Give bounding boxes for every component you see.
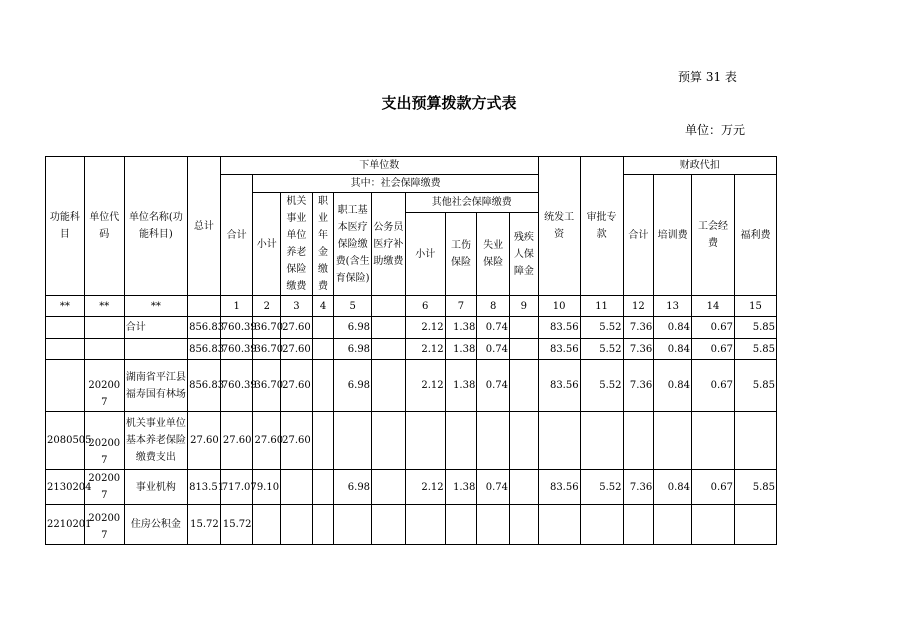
col-other-subtotal: 小计: [405, 213, 445, 296]
cell-c2: 36.70: [253, 360, 281, 412]
cell-c5b: [372, 505, 406, 545]
cell-code: 202007: [84, 360, 124, 412]
col-welfare: 福利费: [734, 175, 776, 296]
col-training: 培训费: [654, 175, 692, 296]
cell-c13: 0.84: [654, 339, 692, 360]
cell-c15: [734, 412, 776, 470]
cell-c5b: [372, 360, 406, 412]
cell-c10: [538, 505, 580, 545]
cell-c8: 0.74: [477, 339, 510, 360]
cell-c14: [692, 505, 735, 545]
cell-c5b: [372, 339, 406, 360]
cell-c1: 760.39: [220, 339, 253, 360]
cell-c2: [253, 505, 281, 545]
col-func-subject: 功能科目: [46, 157, 85, 296]
cell-c5: 6.98: [334, 360, 372, 412]
cell-c7: 1.38: [445, 360, 477, 412]
cell-total: 856.83: [188, 339, 221, 360]
index-cell: 12: [623, 296, 654, 317]
cell-c8: [477, 505, 510, 545]
cell-c14: 0.67: [692, 317, 735, 339]
col-lower-unit: 下单位数: [220, 157, 538, 175]
cell-c3: 27.60: [281, 339, 313, 360]
col-union: 工会经费: [692, 175, 735, 296]
col-finance-deduct: 财政代扣: [623, 157, 776, 175]
cell-func: 2210201: [46, 505, 85, 545]
cell-c12: 7.36: [623, 339, 654, 360]
index-cell: 13: [654, 296, 692, 317]
index-cell: **: [84, 296, 124, 317]
cell-c13: [654, 412, 692, 470]
cell-c4: [312, 317, 333, 339]
table-row: [46, 339, 777, 360]
cell-func: [46, 317, 85, 339]
cell-name: 事业机构: [124, 470, 187, 505]
cell-c6: 2.12: [405, 360, 445, 412]
cell-c12: 7.36: [623, 317, 654, 339]
cell-c14: 0.67: [692, 339, 735, 360]
index-cell: 14: [692, 296, 735, 317]
cell-c15: 5.85: [734, 470, 776, 505]
col-medical: 职工基本医疗保险缴费(含生育保险): [334, 193, 372, 296]
cell-c11: [580, 505, 623, 545]
index-cell: 4: [312, 296, 333, 317]
cell-c11: 5.52: [580, 317, 623, 339]
cell-c3: 27.60: [281, 360, 313, 412]
cell-func: [46, 339, 85, 360]
cell-c7: 1.38: [445, 470, 477, 505]
cell-c4: [312, 360, 333, 412]
col-unemployment: 失业保险: [477, 213, 510, 296]
cell-c15: 5.85: [734, 360, 776, 412]
cell-c11: [580, 412, 623, 470]
cell-func: 2130204: [46, 470, 85, 505]
form-number: 预算 31 表: [678, 70, 737, 84]
table-row: [46, 470, 777, 505]
unit-label: 单位：万元: [685, 123, 746, 137]
index-cell: 1: [220, 296, 253, 317]
cell-c5: [334, 505, 372, 545]
cell-c12: [623, 412, 654, 470]
col-pension: 机关事业单位养老保险缴费: [281, 193, 313, 296]
cell-c14: 0.67: [692, 470, 735, 505]
cell-c5: 6.98: [334, 470, 372, 505]
col-lower-total: 合计: [220, 175, 253, 296]
cell-c1: 760.39: [220, 317, 253, 339]
cell-name: 机关事业单位基本养老保险缴费支出: [124, 412, 187, 470]
cell-total: 813.51: [188, 470, 221, 505]
cell-c12: 7.36: [623, 360, 654, 412]
cell-c6: [405, 412, 445, 470]
col-social-security: 其中：社会保障缴费: [253, 175, 538, 193]
cell-total: 15.72: [188, 505, 221, 545]
cell-c13: 0.84: [654, 470, 692, 505]
cell-c9: [510, 317, 539, 339]
cell-total: 856.83: [188, 360, 221, 412]
cell-c5b: [372, 470, 406, 505]
cell-c4: [312, 505, 333, 545]
index-cell: 8: [477, 296, 510, 317]
cell-c11: 5.52: [580, 339, 623, 360]
page-title: 支出预算拨款方式表: [381, 94, 517, 112]
cell-c9: [510, 339, 539, 360]
cell-c4: [312, 412, 333, 470]
cell-c5b: [372, 412, 406, 470]
cell-c3: [281, 505, 313, 545]
cell-c6: 2.12: [405, 317, 445, 339]
cell-code: 202007: [84, 505, 124, 545]
cell-c5: [334, 412, 372, 470]
cell-c9: [510, 470, 539, 505]
col-total: 总计: [188, 157, 221, 296]
cell-c6: 2.12: [405, 470, 445, 505]
cell-c13: [654, 505, 692, 545]
cell-total: 856.83: [188, 317, 221, 339]
cell-c15: [734, 505, 776, 545]
cell-c10: 83.56: [538, 470, 580, 505]
cell-c5: 6.98: [334, 339, 372, 360]
cell-c7: [445, 412, 477, 470]
index-cell: **: [46, 296, 85, 317]
cell-c6: [405, 505, 445, 545]
cell-name: 住房公积金: [124, 505, 187, 545]
cell-c9: [510, 360, 539, 412]
cell-c11: 5.52: [580, 360, 623, 412]
cell-code: 202007: [84, 470, 124, 505]
cell-c14: 0.67: [692, 360, 735, 412]
cell-c10: [538, 412, 580, 470]
table-row: [46, 505, 777, 545]
cell-name: 湖南省平江县福寿国有林场: [124, 360, 187, 412]
cell-c13: 0.84: [654, 317, 692, 339]
col-unit-code: 单位代码: [84, 157, 124, 296]
cell-c1: 760.39: [220, 360, 253, 412]
cell-c8: [477, 412, 510, 470]
index-cell: 7: [445, 296, 477, 317]
cell-c11: 5.52: [580, 470, 623, 505]
table-row: [46, 360, 777, 412]
cell-c4: [312, 339, 333, 360]
index-cell: [188, 296, 221, 317]
cell-c2: 9.10: [253, 470, 281, 505]
cell-c3: 27.60: [281, 317, 313, 339]
col-ss-subtotal: 小计: [253, 193, 281, 296]
index-cell: 9: [510, 296, 539, 317]
cell-c6: 2.12: [405, 339, 445, 360]
cell-c15: 5.85: [734, 339, 776, 360]
cell-c9: [510, 412, 539, 470]
col-annuity: 职业年金缴费: [312, 193, 333, 296]
cell-c2: 27.60: [253, 412, 281, 470]
index-cell: **: [124, 296, 187, 317]
col-unified-wage: 统发工资: [538, 157, 580, 296]
cell-c5: 6.98: [334, 317, 372, 339]
cell-name: [124, 339, 187, 360]
cell-c12: [623, 505, 654, 545]
col-approved-funds: 审批专款: [580, 157, 623, 296]
index-cell: 15: [734, 296, 776, 317]
table-row: [46, 317, 777, 339]
col-injury: 工伤保险: [445, 213, 477, 296]
cell-c8: 0.74: [477, 360, 510, 412]
cell-func: [46, 360, 85, 412]
cell-code: [84, 317, 124, 339]
table-row: [46, 412, 777, 470]
index-cell: 11: [580, 296, 623, 317]
cell-code: [84, 339, 124, 360]
col-fd-total: 合计: [623, 175, 654, 296]
cell-c2: 36.70: [253, 339, 281, 360]
index-cell: 3: [281, 296, 313, 317]
index-cell: 6: [405, 296, 445, 317]
cell-c7: 1.38: [445, 339, 477, 360]
index-cell: 5: [334, 296, 372, 317]
cell-c3: 27.60: [281, 412, 313, 470]
index-cell: [372, 296, 406, 317]
cell-c8: 0.74: [477, 317, 510, 339]
cell-func: 2080505: [46, 412, 85, 470]
cell-c7: 1.38: [445, 317, 477, 339]
cell-c13: 0.84: [654, 360, 692, 412]
cell-c5b: [372, 317, 406, 339]
cell-c9: [510, 505, 539, 545]
cell-c2: 36.70: [253, 317, 281, 339]
budget-table: [45, 156, 777, 545]
cell-c1: 15.72: [220, 505, 253, 545]
cell-c10: 83.56: [538, 339, 580, 360]
cell-c1: 717.07: [220, 470, 253, 505]
col-unit-name: 单位名称(功能科目): [124, 157, 187, 296]
cell-c14: [692, 412, 735, 470]
col-disability: 残疾人保障金: [510, 213, 539, 296]
cell-c4: [312, 470, 333, 505]
cell-c10: 83.56: [538, 360, 580, 412]
cell-c3: [281, 470, 313, 505]
cell-total: 27.60: [188, 412, 221, 470]
col-other-ss: 其他社会保障缴费: [405, 193, 538, 213]
cell-code: 202007: [84, 412, 124, 470]
index-cell: 10: [538, 296, 580, 317]
cell-c15: 5.85: [734, 317, 776, 339]
index-row: [46, 296, 777, 317]
cell-c1: 27.60: [220, 412, 253, 470]
cell-c7: [445, 505, 477, 545]
cell-c8: 0.74: [477, 470, 510, 505]
cell-name: 合计: [124, 317, 187, 339]
cell-c10: 83.56: [538, 317, 580, 339]
index-cell: 2: [253, 296, 281, 317]
cell-c12: 7.36: [623, 470, 654, 505]
col-civil-medical: 公务员医疗补助缴费: [372, 193, 406, 296]
